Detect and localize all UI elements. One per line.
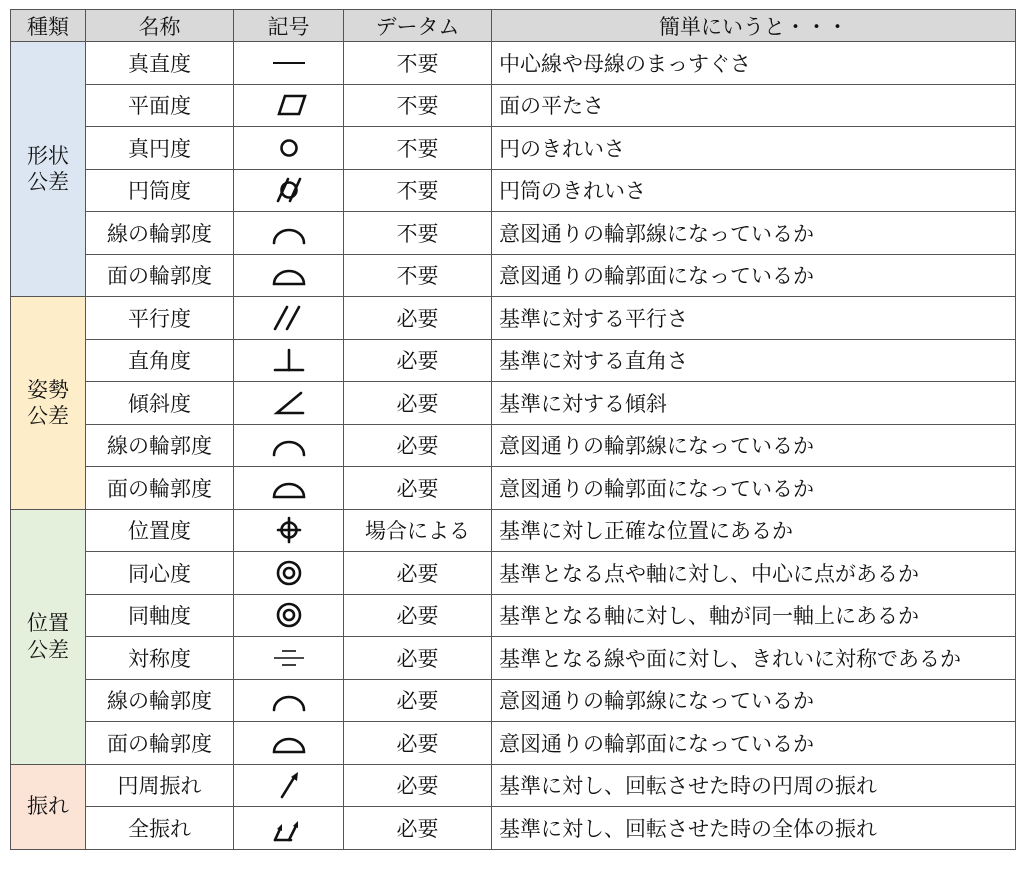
table-row: [11, 297, 1016, 340]
surface-profile-icon: [269, 260, 309, 290]
table-row: [11, 679, 1016, 722]
tolerance-description: 基準に対する直角さ: [492, 339, 1016, 382]
tolerance-description: 基準に対し、回転させた時の全体の振れ: [492, 807, 1016, 850]
tolerance-name: 対称度: [86, 637, 234, 680]
circular-runout-icon: [269, 770, 309, 800]
tolerance-description: 基準となる点や軸に対し、中心に点があるか: [492, 552, 1016, 595]
datum-requirement: 不要: [344, 84, 492, 127]
symbol-cell: [234, 594, 344, 637]
datum-requirement: 場合による: [344, 509, 492, 552]
table-row: [11, 382, 1016, 425]
parallelism-icon: [269, 303, 309, 333]
datum-requirement: 必要: [344, 722, 492, 765]
symbol-cell: [234, 212, 344, 255]
straightness-icon: [269, 48, 309, 78]
flatness-icon: [269, 90, 309, 120]
symbol-cell: [234, 467, 344, 510]
symbol-cell: [234, 382, 344, 425]
tolerance-description: 意図通りの輪郭面になっているか: [492, 467, 1016, 510]
category-label: 位置: [27, 611, 69, 636]
table-row: [11, 637, 1016, 680]
symbol-cell: [234, 424, 344, 467]
tolerance-name: 位置度: [86, 509, 234, 552]
table-row: [11, 594, 1016, 637]
tolerance-name: 面の輪郭度: [86, 722, 234, 765]
symbol-cell: [234, 807, 344, 850]
symbol-cell: [234, 339, 344, 382]
datum-requirement: 不要: [344, 169, 492, 212]
tolerance-name: 平面度: [86, 84, 234, 127]
symbol-cell: [234, 764, 344, 807]
datum-requirement: 必要: [344, 679, 492, 722]
table-body: [11, 42, 1016, 850]
symbol-cell: [234, 127, 344, 170]
category-cell: [11, 509, 86, 764]
symbol-cell: [234, 297, 344, 340]
tolerance-description: 意図通りの輪郭線になっているか: [492, 679, 1016, 722]
header-row: [11, 10, 1016, 42]
table-row: [11, 424, 1016, 467]
category-label: 姿勢: [27, 377, 69, 402]
table-row: [11, 169, 1016, 212]
tolerance-table: [10, 9, 1016, 850]
symbol-cell: [234, 169, 344, 212]
symbol-cell: [234, 509, 344, 552]
table-row: [11, 212, 1016, 255]
table-row: [11, 722, 1016, 765]
symbol-cell: [234, 722, 344, 765]
header-symbol: 記号: [234, 10, 344, 42]
datum-requirement: 必要: [344, 552, 492, 595]
tolerance-name: 線の輪郭度: [86, 424, 234, 467]
tolerance-description: 意図通りの輪郭面になっているか: [492, 254, 1016, 297]
datum-requirement: 必要: [344, 382, 492, 425]
tolerance-description: 基準に対する傾斜: [492, 382, 1016, 425]
table-row: [11, 467, 1016, 510]
symbol-cell: [234, 637, 344, 680]
tolerance-name: 直角度: [86, 339, 234, 382]
category-cell: [11, 764, 86, 849]
datum-requirement: 不要: [344, 127, 492, 170]
tolerance-name: 線の輪郭度: [86, 679, 234, 722]
category-cell: [11, 42, 86, 297]
category-label: 形状: [27, 143, 69, 168]
tolerance-description: 基準となる軸に対し、軸が同一軸上にあるか: [492, 594, 1016, 637]
symbol-cell: [234, 42, 344, 85]
table-row: [11, 764, 1016, 807]
cylindricity-icon: [269, 175, 309, 205]
tolerance-name: 面の輪郭度: [86, 467, 234, 510]
total-runout-icon: [269, 813, 309, 843]
table-row: [11, 509, 1016, 552]
symbol-cell: [234, 254, 344, 297]
tolerance-description: 基準となる線や面に対し、きれいに対称であるか: [492, 637, 1016, 680]
datum-requirement: 必要: [344, 339, 492, 382]
tolerance-name: 線の輪郭度: [86, 212, 234, 255]
tolerance-description: 基準に対する平行さ: [492, 297, 1016, 340]
perpendicularity-icon: [269, 345, 309, 375]
symmetry-icon: [269, 643, 309, 673]
category-label: 公差: [27, 170, 69, 194]
tolerance-name: 真直度: [86, 42, 234, 85]
tolerance-name: 傾斜度: [86, 382, 234, 425]
tolerance-name: 円筒度: [86, 169, 234, 212]
line-profile-icon: [269, 218, 309, 248]
line-profile-icon: [269, 685, 309, 715]
datum-requirement: 必要: [344, 594, 492, 637]
table-row: [11, 552, 1016, 595]
tolerance-description: 円のきれいさ: [492, 127, 1016, 170]
datum-requirement: 必要: [344, 764, 492, 807]
tolerance-description: 基準に対し、回転させた時の円周の振れ: [492, 764, 1016, 807]
angularity-icon: [269, 388, 309, 418]
line-profile-icon: [269, 430, 309, 460]
table-row: [11, 84, 1016, 127]
tolerance-name: 全振れ: [86, 807, 234, 850]
symbol-cell: [234, 84, 344, 127]
tolerance-description: 中心線や母線のまっすぐさ: [492, 42, 1016, 85]
concentricity-icon: [269, 558, 309, 588]
coaxiality-icon: [269, 600, 309, 630]
table-row: [11, 339, 1016, 382]
tolerance-name: 面の輪郭度: [86, 254, 234, 297]
header-datum: データム: [344, 10, 492, 42]
header-category: 種類: [11, 10, 86, 42]
datum-requirement: 不要: [344, 212, 492, 255]
tolerance-description: 基準に対し正確な位置にあるか: [492, 509, 1016, 552]
category-label: 公差: [27, 403, 69, 428]
surface-profile-icon: [269, 728, 309, 758]
datum-requirement: 不要: [344, 254, 492, 297]
tolerance-description: 面の平たさ: [492, 84, 1016, 127]
tolerance-name: 同軸度: [86, 594, 234, 637]
category-label: 公差: [27, 637, 69, 662]
tolerance-description: 意図通りの輪郭線になっているか: [492, 212, 1016, 255]
datum-requirement: 不要: [344, 42, 492, 85]
tolerance-name: 真円度: [86, 127, 234, 170]
table-row: [11, 127, 1016, 170]
symbol-cell: [234, 679, 344, 722]
table-row: [11, 807, 1016, 850]
surface-profile-icon: [269, 473, 309, 503]
table-row: [11, 42, 1016, 85]
category-label: 振れ: [27, 794, 69, 819]
table-row: [11, 254, 1016, 297]
symbol-cell: [234, 552, 344, 595]
tolerance-description: 円筒のきれいさ: [492, 169, 1016, 212]
tolerance-name: 平行度: [86, 297, 234, 340]
datum-requirement: 必要: [344, 424, 492, 467]
tolerance-description: 意図通りの輪郭面になっているか: [492, 722, 1016, 765]
tolerance-name: 円周振れ: [86, 764, 234, 807]
datum-requirement: 必要: [344, 297, 492, 340]
position-icon: [269, 515, 309, 545]
tolerance-name: 同心度: [86, 552, 234, 595]
datum-requirement: 必要: [344, 807, 492, 850]
header-name: 名称: [86, 10, 234, 42]
datum-requirement: 必要: [344, 637, 492, 680]
header-description: 簡単にいうと・・・: [492, 10, 1016, 42]
circularity-icon: [269, 133, 309, 163]
datum-requirement: 必要: [344, 467, 492, 510]
tolerance-description: 意図通りの輪郭線になっているか: [492, 424, 1016, 467]
category-cell: [11, 297, 86, 510]
